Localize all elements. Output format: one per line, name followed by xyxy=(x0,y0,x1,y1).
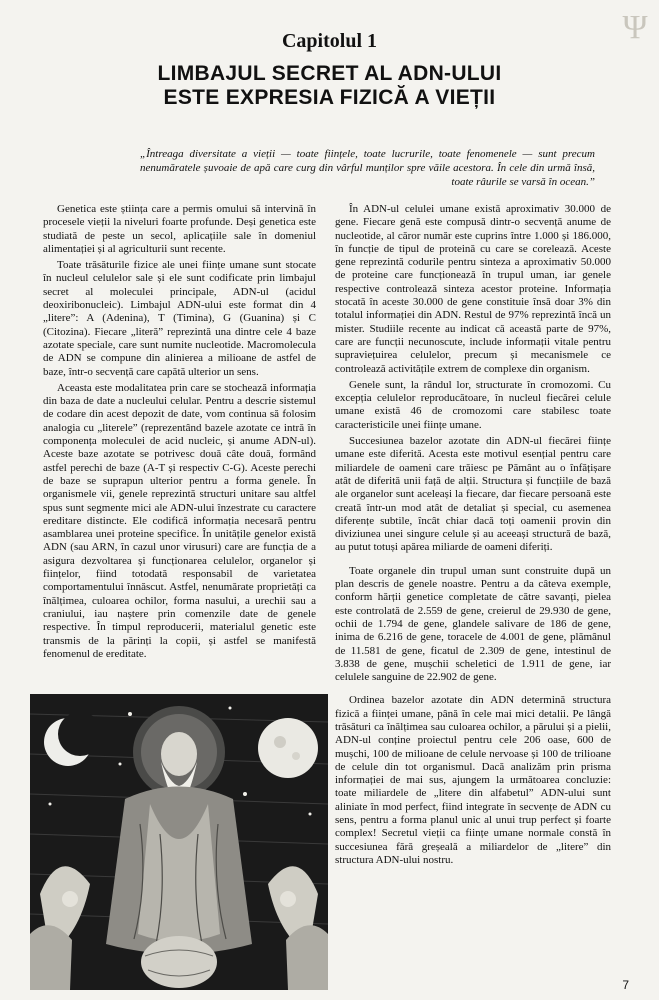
chapter-title xyxy=(20,62,639,110)
paragraph: Aceasta este modalitatea prin care se stochează informația din baza de date a nucleului celular. Pentru a descrie sistemul de codare din acest depozit de date, vom continua să folosim analogia cu „literele” (reprezentând bazele azotate ce intră în componența moleculei de acid nucleic, și anume ADN-ul). Aceste baze azotate se potrivesc două câte două, formând astfel perechi de baze (A-T și respectiv C-G). Aceste perechi de baze se suprapun ulterior pentru a forma genele. În organismele vii, genele reprezintă structuri unitare sau altfel spus sunt segmente mici ale ADN-ului înzestrate cu caractere ereditare distincte. Ele codifică informația necesară pentru asamblarea unei proteine specifice. În unitățile genelor există ADN (sau ARN, în cazul unor virusuri) care are funcția de a asigura dezvoltarea și funcționarea celulelor, organelor și ființelor, fiind totodată responsabil de varietatea comportamentului înnăscut. Astfel, nenumărate proprietăți ca înălțimea, culoarea ochilor, forma nasului, a urechii sau a craniului, iau naștere prin comenzile date de genele respective. În timpul reproducerii, materialul genetic este transmis de la părinți la copii, și astfel se manifestă fenomenul de ereditate. xyxy=(43,381,316,660)
globe-icon xyxy=(141,936,217,988)
creator-engraving-illustration xyxy=(30,694,328,990)
paragraph: În ADN-ul celulei umane există aproximativ 30.000 de gene. Fiecare genă este compusă dintr-o secvență anume de nucleotide, al căror număr este cuprins între 1.000 și 186.000, în funcție de tipul de proteină cu care se corelează. Aceste gene reprezintă codurile pentru sinteza a aproximativ 50.000 de proteine care funcționează în trupul uman, iar genele respective controlează sinteza acestor proteine. Informația stocată în aceste 30.000 de gene constituie însă doar 3% din totalul informației din ADN. Restul de 97% reprezintă încă un mister. Studiile recente au indicat că această parte de 97%, care are funcții necunoscute, include informații vitale pentru supraviețuirea celulelor, precum și mecanismele ce controlează activitățile extrem de complexe din organism. xyxy=(335,203,611,375)
right-column xyxy=(335,203,611,870)
paragraph: Succesiunea bazelor azotate din ADN-ul fiecărei ființe umane este diferită. Acesta este motivul esențial pentru care miliardele de oameni care trăiesc pe Pământ au o înfățișare atât de diferită unii față de alții. Structura și funcțiile de bază ale organelor sunt aceleași la fiecare, dar fiecare persoană este creată într-un mod atât de detaliat și special, cu asemenea diferențe subtile, încât chiar dacă toți oamenii provin din diviziunea unei singure celule și au aceeași structură de bază, au putut totuși apărea miliarde de oameni diferiți. xyxy=(335,435,611,554)
trident-watermark-icon: Ψ xyxy=(622,9,648,46)
sun-disc-icon xyxy=(258,718,318,778)
page-number: 7 xyxy=(622,978,629,992)
chapter-label: Capitolul 1 xyxy=(281,30,378,52)
title-line-2: ESTE EXPRESIA FIZICĂ A VIEȚII xyxy=(163,86,496,109)
paragraph: Genele sunt, la rândul lor, structurate în cromozomi. Cu excepția celulelor reproducătoare, în nucleul fiecărei celule umane există 46 de cromozomi care stabilesc toate caracteristicile unei ființe umane. xyxy=(335,378,611,431)
left-column xyxy=(43,203,316,664)
epigraph-quote: „Întreaga diversitate a vieții — toate ființele, toate lucrurile, toate fenomenele — sunt precum nenumăratele șuvoaie de apă care curg din vârful munților spre văile acestora. În cele din urmă însă, toate râurile se varsă în ocean.” xyxy=(140,148,595,188)
paragraph: Toate trăsăturile fizice ale unei ființe umane sunt stocate în nucleul celulelor sale și ele sunt codificate prin limbajul secret al moleculei principale, ADN-ul (acidul deoxiribonucleic). Limbajul ADN-ului este format din 4 „litere”: A (Adenina), T (Timina), G (Guanina) și C (Citozina). Fiecare „literă” reprezintă una dintre cele 4 baze azotate speciale, care sunt numite nucleotide. Macromolecula de ADN se compune din alinierea a milioane de astfel de baze, într-o secvență care capătă ulterior un sens. xyxy=(43,259,316,378)
paragraph: Ordinea bazelor azotate din ADN determină structura fizică a ființei umane, până în cele mai mici detalii. Pe lângă trăsături ca înălțimea sau culoarea ochilor, a părului și a pielii, ADN-ul conține proiectul pentru cele 206 oase, 600 de mușchi, 100 de milioane de celule nervoase și 100 de trilioane de celule din tot organismul. Dacă analizăm prin prisma informației de mai sus, ajungem la următoarea concluzie: toate miliardele de „litere din alfabetul” ADN-ului sunt aliniate în mod perfect, fiind integrate în secvențe de ADN cu sens, pentru a forma planul unic al unui trup perfect și foarte complex! Secretul vieții ca ființe umane normale constă în succesiunea fără greșeală a miliardelor de „litere” din structura ADN-ului nostru. xyxy=(335,694,611,866)
bleed-through-header xyxy=(40,6,43,17)
title-line-1: LIMBAJUL SECRET AL ADN-ULUI xyxy=(157,62,502,85)
paragraph: Toate organele din trupul uman sunt construite după un plan descris de genele noastre. Pentru a da câteva exemple, conform hărții genetice completate de către savanți, pielea este controlată de 2.559 de gene, creierul de 29.930 de gene, ochii de 1.794 de gene, glandele salivare de 186 de gene, inima de 6.216 de gene, toracele de 4.001 de gene, plămânul de 11.581 de gene, ficatul de 2.309 de gene, intestinul de 3.838 de gene, mușchii scheletici de 1.911 de gene, iar celulele sanguine de 22.902 de gene. xyxy=(335,564,611,684)
paragraph: Genetica este știința care a permis omului să intervină în procesele vieții la niveluri foarte profunde. Deși genetica este studiată de peste un secol, aplicațiile sale în domeniul alimentației și al agriculturii sunt recente. xyxy=(43,203,316,255)
engraving-svg xyxy=(30,694,328,990)
